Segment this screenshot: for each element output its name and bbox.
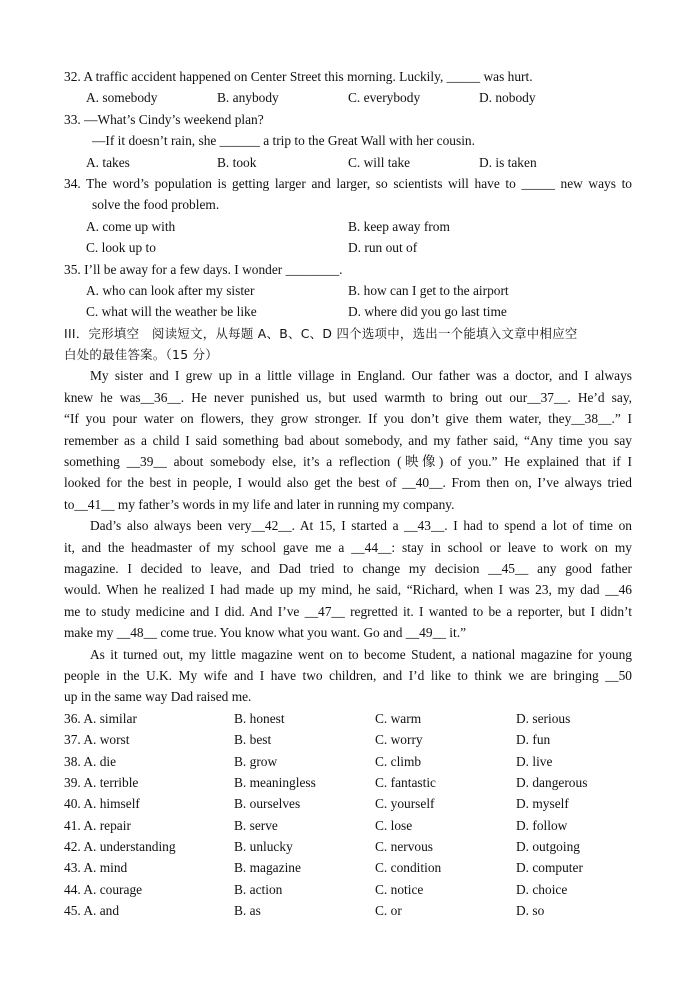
passage-line: me to study medicine and I did. And I’ve __47__ regretted it. I wanted to be a reporter, but I didn’t <box>64 603 632 619</box>
option-d: D. where did you go last time <box>348 304 507 320</box>
answer-row-40 <box>64 793 632 814</box>
passage-line: it, and the headmaster of my school gave me a __44__: stay in school or leave to work on my <box>64 539 632 555</box>
choice: 37. A. worst <box>64 732 130 748</box>
passage-line: to__41__ my father’s words in my life and later in running my company. <box>64 496 455 512</box>
option-c: C. look up to <box>86 240 156 256</box>
passage-line: remember as a child I said something bad about somebody, and my father said, “Any time you say <box>64 432 632 448</box>
passage-line: up in the same way Dad raised me. <box>64 689 252 705</box>
passage-line: make my __48__ come true. You know what you want. Go and __49__ it.” <box>64 625 467 641</box>
question-35-options-row1 <box>64 280 632 301</box>
choice: D. fun <box>516 732 551 748</box>
choice: 36. A. similar <box>64 710 137 726</box>
choice: C. fantastic <box>375 774 436 790</box>
choice: 44. A. courage <box>64 881 143 897</box>
option-c: C. will take <box>348 154 411 170</box>
passage-line: something __39__ about somebody else, it’s a reflection (映像) of you.” He explained that if I <box>64 454 632 470</box>
passage-line: people in the U.K. My wife and I have two children, and I’d like to think we are bringing __50 <box>64 667 632 683</box>
choice: 40. A. himself <box>64 796 140 812</box>
answer-row-41 <box>64 815 632 836</box>
choice: B. honest <box>234 710 285 726</box>
exam-page <box>64 66 632 922</box>
question-34-stem: 34. The word’s population is getting larger and larger, so scientists will have to _____ new ways to <box>64 175 632 191</box>
choice: 39. A. terrible <box>64 774 139 790</box>
passage-line: As it turned out, my little magazine went on to become Student, a national magazine for young <box>90 646 632 662</box>
choice: B. meaningless <box>234 774 316 790</box>
option-d: D. is taken <box>479 154 537 170</box>
option-d: D. run out of <box>348 240 418 256</box>
passage-line: My sister and I grew up in a little village in England. Our father was a doctor, and I always <box>90 368 632 384</box>
section-3-heading: III．完形填空 阅读短文，从每题 A、B、C、D 四个选项中，选出一个能填入文章中相应空 <box>64 325 578 341</box>
answer-row-44 <box>64 879 632 900</box>
choice: C. or <box>375 903 402 919</box>
choice: B. magazine <box>234 860 301 876</box>
choice: C. nervous <box>375 839 434 855</box>
passage-line: magazine. I decided to leave, and Dad tried to change my decision __45__ any good father <box>64 560 632 576</box>
choice: D. dangerous <box>516 774 588 790</box>
answer-row-36 <box>64 708 632 729</box>
question-34-options-row1 <box>64 216 632 237</box>
choice: D. choice <box>516 881 568 897</box>
option-a: A. takes <box>86 154 130 170</box>
choice: C. climb <box>375 753 422 769</box>
choice: B. unlucky <box>234 839 293 855</box>
question-32-stem: 32. A traffic accident happened on Center Street this morning. Luckily, _____ was hurt. <box>64 69 533 84</box>
option-b: B. how can I get to the airport <box>348 282 509 298</box>
passage-line: “If you pour water on flowers, they grow stronger. If you don’t give them water, they__38__.” I <box>64 411 632 427</box>
answer-row-43 <box>64 857 632 878</box>
choice: D. live <box>516 753 553 769</box>
option-a: A. somebody <box>86 90 158 106</box>
question-33-options <box>64 152 632 173</box>
passage-line: would. When he realized I had made up my mind, he said, “Richard, when I was 23, my dad __46 <box>64 582 632 598</box>
choice: B. best <box>234 732 272 748</box>
option-c: C. what will the weather be like <box>86 304 257 320</box>
choice: D. myself <box>516 796 569 812</box>
choice: C. yourself <box>375 796 435 812</box>
choice: C. notice <box>375 881 424 897</box>
choice: C. condition <box>375 860 442 876</box>
question-35-options-row2 <box>64 301 632 322</box>
choice: B. as <box>234 903 261 919</box>
section-3-heading-line2: 白处的最佳答案。（15 分） <box>64 347 219 363</box>
answer-row-45 <box>64 900 632 921</box>
question-33-stem: 33. —What’s Cindy’s weekend plan? <box>64 111 264 127</box>
choice: 42. A. understanding <box>64 839 176 855</box>
choice: D. so <box>516 903 545 919</box>
passage-line: Dad’s also always been very__42__. At 15, I started a __43__. I had to spend a lot of time on <box>90 518 632 534</box>
answer-row-38 <box>64 751 632 772</box>
option-c: C. everybody <box>348 90 421 106</box>
choice: D. serious <box>516 710 571 726</box>
choice: 38. A. die <box>64 753 117 769</box>
choice: C. warm <box>375 710 422 726</box>
option-b: B. keep away from <box>348 218 450 234</box>
answer-row-39 <box>64 772 632 793</box>
choice: 45. A. and <box>64 903 120 919</box>
answer-row-42 <box>64 836 632 857</box>
choice: C. lose <box>375 817 413 833</box>
passage-line: looked for the best in people, I would also get the best of __40__. From then on, I’ve always tried <box>64 475 632 491</box>
question-33-line2: —If it doesn’t rain, she ______ a trip to the Great Wall with her cousin. <box>92 133 475 149</box>
option-b: B. took <box>217 154 257 170</box>
option-a: A. who can look after my sister <box>86 282 255 298</box>
option-a: A. come up with <box>86 218 176 234</box>
answer-row-37 <box>64 729 632 750</box>
passage-line: knew he was__36__. He never punished us, but used warmth to bring out our__37__. He’d say, <box>64 389 632 405</box>
choice: B. serve <box>234 817 278 833</box>
choice: D. computer <box>516 860 583 876</box>
choice: 41. A. repair <box>64 817 131 833</box>
choice: B. ourselves <box>234 796 301 812</box>
option-d: D. nobody <box>479 90 536 106</box>
choice: B. action <box>234 881 283 897</box>
choice: D. outgoing <box>516 839 580 855</box>
question-32-options <box>64 87 632 108</box>
option-b: B. anybody <box>217 90 279 106</box>
question-35-stem: 35. I’ll be away for a few days. I wonder ________. <box>64 261 343 277</box>
choice: C. worry <box>375 732 423 748</box>
choice: B. grow <box>234 753 278 769</box>
choice: D. follow <box>516 817 568 833</box>
question-34-line2: solve the food problem. <box>92 197 220 213</box>
choice: 43. A. mind <box>64 860 128 876</box>
question-34-options-row2 <box>64 237 632 258</box>
